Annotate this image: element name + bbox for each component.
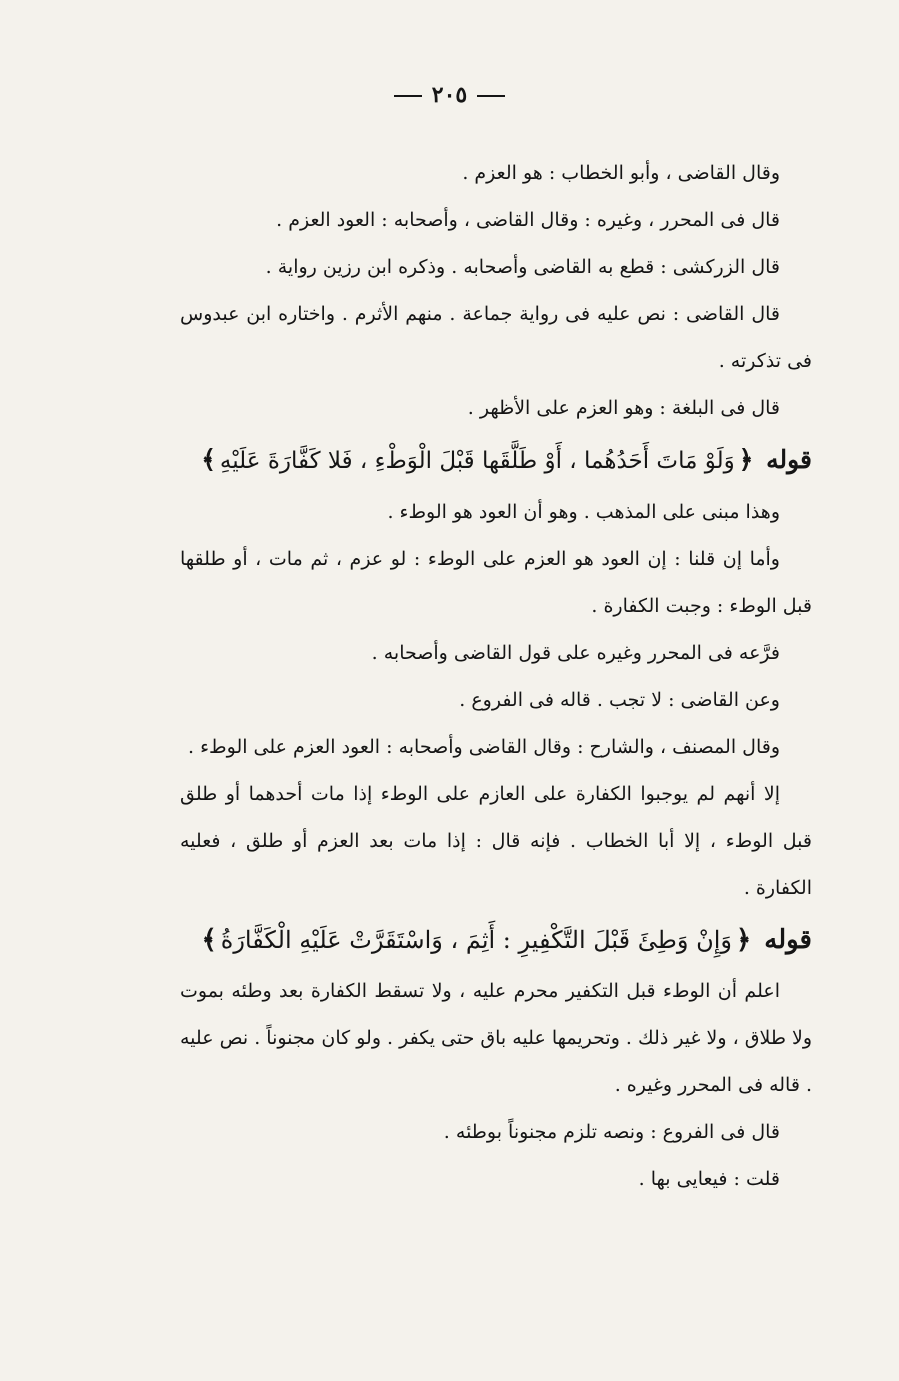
body-paragraph: وهذا مبنى على المذهب . وهو أن العود هو الوطء . xyxy=(387,501,780,523)
body-paragraph: قال فى البلغة : وهو العزم على الأظهر . xyxy=(467,397,780,419)
page-number-dash-right xyxy=(477,95,505,97)
body-paragraph: وقال المصنف ، والشارح : وقال القاضى وأصحابه : العود العزم على الوطء . xyxy=(188,736,780,758)
body-paragraph: قال فى الفروع : ونصه تلزم مجنوناً بوطئه . xyxy=(443,1121,780,1143)
statement-quote: وَإِنْ وَطِئَ قَبْلَ التَّكْفِيرِ : أَثِمَ ، وَاسْتَقَرَّتْ عَلَيْهِ الْكَفَّارَةُ xyxy=(220,926,732,954)
body-paragraph: قال فى المحرر ، وغيره : وقال القاضى ، وأصحابه : العود العزم . xyxy=(276,209,780,231)
body-paragraph: اعلم أن الوطء قبل التكفير محرم عليه ، ولا تسقط الكفارة بعد وطئه بموت ولا طلاق ، ولا غير ذلك . وتحريمها عليه باق حتى يكفر . ولو كان مجنوناً . نص عليه . قاله فى المحرر وغيره . xyxy=(180,980,812,1096)
body-paragraph: فرَّعه فى المحرر وغيره على قول القاضى وأصحابه . xyxy=(371,642,780,664)
page-number xyxy=(0,82,899,108)
body-paragraph: قال القاضى : نص عليه فى رواية جماعة . منهم الأثرم . واختاره ابن عبدوس فى تذكرته . xyxy=(180,303,812,372)
body-paragraph: وأما إن قلنا : إن العود هو العزم على الوطء : لو عزم ، ثم مات ، أو طلقها قبل الوطء : وجبت الكفارة . xyxy=(180,548,812,617)
body-paragraph: قال الزركشى : قطع به القاضى وأصحابه . وذكره ابن رزين رواية . xyxy=(265,256,780,278)
body-paragraph: وعن القاضى : لا تجب . قاله فى الفروع . xyxy=(459,689,780,711)
body-paragraph: إلا أنهم لم يوجبوا الكفارة على العازم على الوطء إذا مات أحدهما أو طلق قبل الوطء ، إلا أبا الخطاب . فإنه قال : إذا مات بعد العزم أو طلق ، فعليه الكفارة . xyxy=(180,783,812,899)
statement-lead: قوله xyxy=(764,925,812,955)
body-paragraph: قلت : فيعايى بها . xyxy=(638,1168,780,1190)
statement-lead: قوله xyxy=(766,445,812,474)
page-number-text: ٢٠٥ xyxy=(431,82,468,108)
statement-quote: وَلَوْ مَاتَ أَحَدُهُما ، أَوْ طَلَّقَها قَبْلَ الْوَطْءِ ، فَلا كَفَّارَةَ عَلَيْهِ xyxy=(219,448,735,474)
page-number-dash-left xyxy=(394,95,422,97)
quoted-statement xyxy=(180,432,812,489)
ornate-bracket-open: ﴿ xyxy=(738,445,754,474)
ornate-bracket-close: ﴾ xyxy=(201,445,216,474)
quoted-statement xyxy=(180,912,812,968)
ornate-bracket-close: ﴾ xyxy=(201,925,217,955)
ornate-bracket-open: ﴿ xyxy=(735,925,752,955)
main-text xyxy=(180,150,812,1203)
body-paragraph: وقال القاضى ، وأبو الخطاب : هو العزم . xyxy=(462,162,780,184)
